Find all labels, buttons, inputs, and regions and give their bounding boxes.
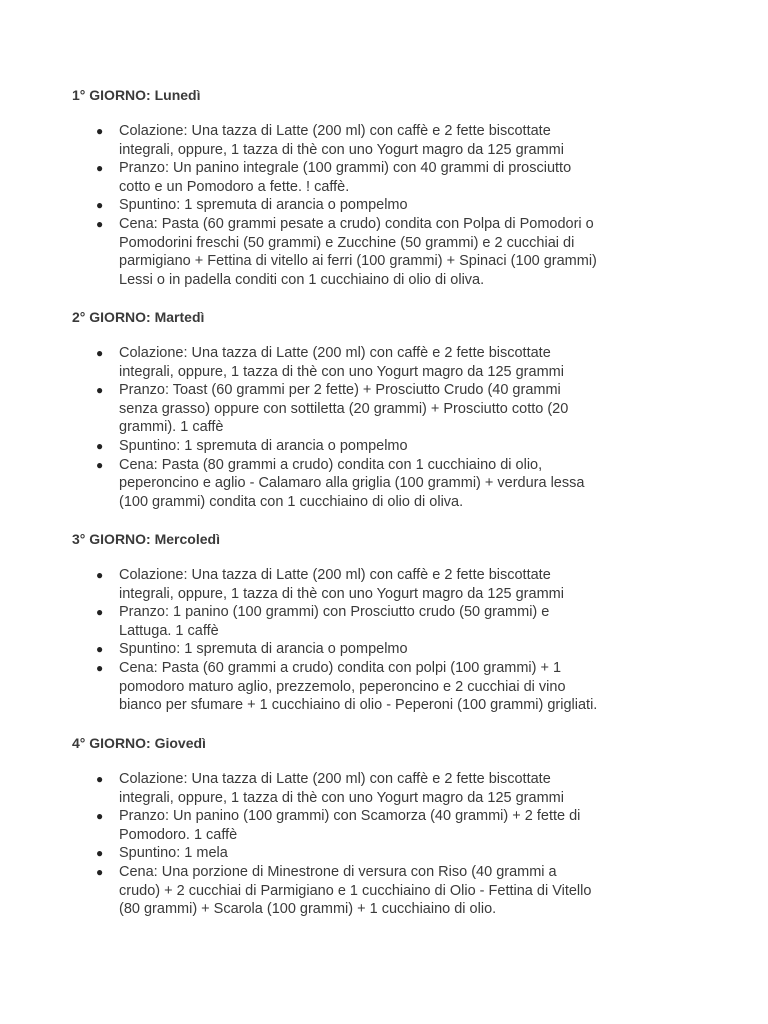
- meal-item-spuntino: [0, 640, 768, 659]
- text-line: peperoncino e aglio - Calamaro alla griglia (100 grammi) + verdura lessa: [119, 475, 585, 492]
- bullet-icon: ●: [96, 124, 104, 138]
- text-line: Colazione: Una tazza di Latte (200 ml) con caffè e 2 fette biscottate: [119, 345, 551, 361]
- bullet-icon: ●: [96, 383, 104, 398]
- meal-item-colazione: [0, 122, 768, 159]
- bullet-icon: ●: [96, 642, 104, 657]
- day-heading-3: 3° GIORNO: Mercoledì: [72, 531, 220, 547]
- text-line: integrali, oppure, 1 tazza di thè con uno Yogurt magro da 125 grammi: [119, 585, 564, 602]
- bullet-icon: ●: [96, 660, 104, 675]
- text-line: Spuntino: 1 spremuta di arancia o pompelmo: [119, 197, 408, 214]
- text-line: Colazione: Una tazza di Latte (200 ml) con caffè e 2 fette biscottate: [119, 123, 551, 139]
- text-line: cotto e un Pomodoro a fette. ! caffè.: [119, 178, 350, 195]
- text-line: Pranzo: Un panino integrale (100 grammi) con 40 grammi di prosciutto: [119, 160, 572, 177]
- text-line: Pomodoro. 1 caffè: [119, 826, 238, 843]
- bullet-icon: ●: [96, 568, 104, 582]
- text-line: integrali, oppure, 1 tazza di thè con uno Yogurt magro da 125 grammi: [119, 363, 564, 380]
- meal-item-cena: [0, 456, 768, 512]
- bullet-icon: ●: [96, 772, 104, 786]
- text-line: Pomodorini freschi (50 grammi) e Zucchine (50 grammi) e 2 cucchiai di: [119, 234, 575, 251]
- bullet-icon: ●: [96, 605, 104, 620]
- text-line: crudo) + 2 cucchiai di Parmigiano e 1 cucchiaino di Olio - Fettina di Vitello: [119, 882, 592, 899]
- bullet-icon: ●: [96, 864, 104, 879]
- meal-item-cena: [0, 215, 768, 289]
- text-line: grammi). 1 caffè: [119, 419, 224, 436]
- text-line: Lattuga. 1 caffè: [119, 622, 219, 639]
- text-line: Pranzo: Un panino (100 grammi) con Scamorza (40 grammi) + 2 fette di: [119, 808, 581, 825]
- text-line: integrali, oppure, 1 tazza di thè con uno Yogurt magro da 125 grammi: [119, 141, 564, 158]
- meal-item-colazione: [0, 344, 768, 381]
- text-line: Cena: Una porzione di Minestrone di versura con Riso (40 grammi a: [119, 863, 557, 880]
- day-heading-2: 2° GIORNO: Martedì: [72, 309, 205, 325]
- text-line: (100 grammi) condita con 1 cucchiaino di olio di oliva.: [119, 493, 464, 510]
- bullet-icon: ●: [96, 161, 104, 176]
- meal-list-day-1: [0, 122, 768, 289]
- meal-item-spuntino: [0, 844, 768, 863]
- text-line: pomodoro maturo aglio, prezzemolo, peperoncino e 2 cucchiai di vino: [119, 678, 566, 695]
- meal-item-colazione: [0, 566, 768, 603]
- text-line: senza grasso) oppure con sottiletta (20 grammi) + Prosciutto cotto (20: [119, 400, 569, 417]
- text-line: Lessi o in padella conditi con 1 cucchiaino di olio di oliva.: [119, 271, 485, 288]
- meal-item-pranzo: [0, 381, 768, 437]
- text-line: Spuntino: 1 mela: [119, 845, 228, 862]
- bullet-icon: ●: [96, 809, 104, 824]
- meal-list-day-4: [0, 770, 768, 919]
- meal-item-pranzo: [0, 159, 768, 196]
- meal-item-pranzo: [0, 603, 768, 640]
- text-line: (80 grammi) + Scarola (100 grammi) + 1 cucchiaino di olio.: [119, 901, 497, 918]
- text-line: Pranzo: 1 panino (100 grammi) con Prosciutto crudo (50 grammi) e: [119, 604, 550, 621]
- meal-list-day-3: [0, 566, 768, 715]
- text-line: Pranzo: Toast (60 grammi per 2 fette) + Prosciutto Crudo (40 grammi: [119, 382, 561, 399]
- text-line: parmigiano + Fettina di vitello ai ferri (100 grammi) + Spinaci (100 grammi): [119, 253, 597, 270]
- text-line: bianco per sfumare + 1 cucchiaino di olio - Peperoni (100 grammi) grigliati.: [119, 697, 598, 714]
- day-heading-1: 1° GIORNO: Lunedì: [72, 87, 201, 103]
- meal-item-cena: [0, 863, 768, 919]
- text-line: Cena: Pasta (60 grammi a crudo) condita con polpi (100 grammi) + 1: [119, 659, 562, 676]
- text-line: Colazione: Una tazza di Latte (200 ml) con caffè e 2 fette biscottate: [119, 771, 551, 787]
- text-line: Spuntino: 1 spremuta di arancia o pompelmo: [119, 437, 408, 454]
- bullet-icon: ●: [96, 216, 104, 231]
- bullet-icon: ●: [96, 198, 104, 213]
- bullet-icon: ●: [96, 846, 104, 861]
- bullet-icon: ●: [96, 457, 104, 472]
- meal-item-spuntino: [0, 196, 768, 215]
- bullet-icon: ●: [96, 346, 104, 360]
- meal-item-spuntino: [0, 437, 768, 456]
- bullet-icon: ●: [96, 438, 104, 453]
- text-line: Spuntino: 1 spremuta di arancia o pompelmo: [119, 641, 408, 658]
- meal-list-day-2: [0, 344, 768, 511]
- text-line: Colazione: Una tazza di Latte (200 ml) con caffè e 2 fette biscottate: [119, 567, 551, 583]
- meal-item-cena: [0, 659, 768, 715]
- day-heading-4: 4° GIORNO: Giovedì: [72, 735, 206, 751]
- text-line: integrali, oppure, 1 tazza di thè con uno Yogurt magro da 125 grammi: [119, 789, 564, 806]
- text-line: Cena: Pasta (80 grammi a crudo) condita con 1 cucchiaino di olio,: [119, 456, 543, 473]
- meal-item-colazione: [0, 770, 768, 807]
- meal-item-pranzo: [0, 807, 768, 844]
- text-line: Cena: Pasta (60 grammi pesate a crudo) condita con Polpa di Pomodori o: [119, 215, 594, 232]
